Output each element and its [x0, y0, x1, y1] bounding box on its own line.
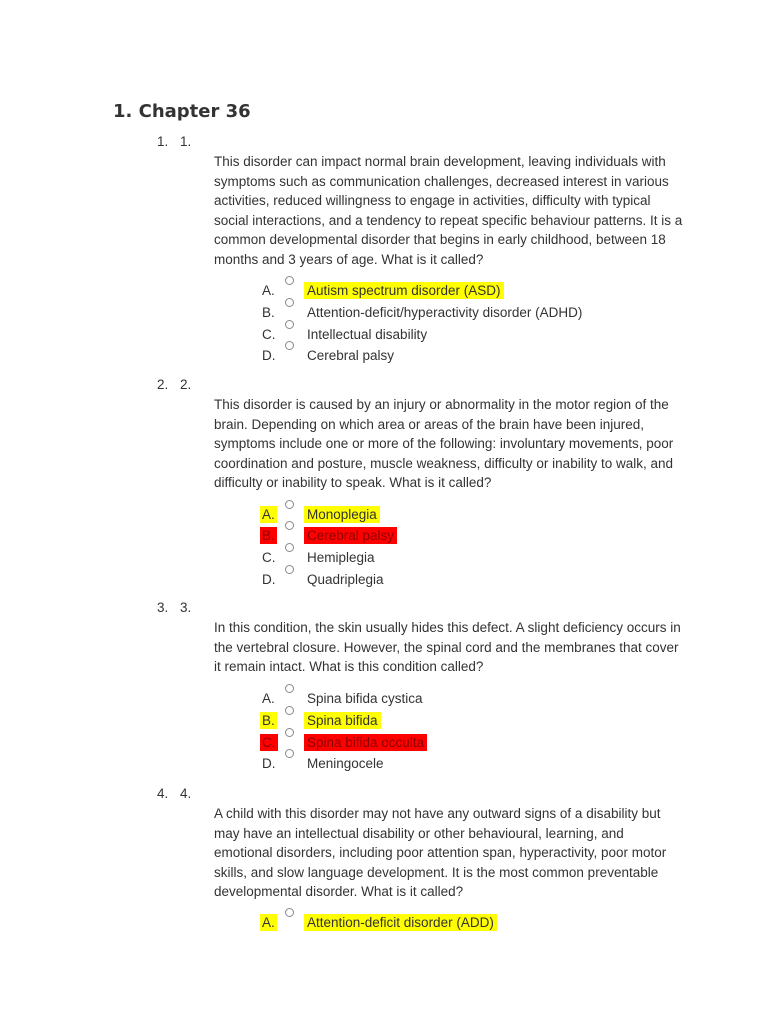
- radio-button[interactable]: [285, 728, 294, 737]
- option-letter: A.: [262, 691, 275, 706]
- radio-button[interactable]: [285, 341, 294, 350]
- option-text: Autism spectrum disorder (ASD): [304, 282, 504, 299]
- option-text: Monoplegia: [304, 506, 380, 523]
- option-text: Spina bifida: [304, 712, 381, 729]
- option-text: Cerebral palsy: [307, 348, 395, 363]
- radio-button[interactable]: [285, 684, 294, 693]
- question-text: This disorder is caused by an injury or abnormality in the motor region of the brain. Depending on which area or areas of the brain have been injured, symptoms include one or more of the following: involuntary movements, poor coordination and posture, muscle weakness, difficulty or inability to walk, and difficulty or inability to speak. What is it called?: [214, 397, 674, 491]
- option-a[interactable]: [258, 914, 708, 934]
- option-letter: A.: [262, 507, 275, 522]
- option-letter: D.: [262, 572, 276, 587]
- option-letter: D.: [262, 756, 276, 771]
- question-sub-number: 3.: [180, 600, 192, 615]
- radio-button[interactable]: [285, 298, 294, 307]
- radio-button[interactable]: [285, 908, 294, 917]
- question-sub-number: 2.: [180, 377, 192, 392]
- option-text: Intellectual disability: [307, 327, 428, 342]
- option-letter: B.: [262, 305, 275, 320]
- question-text: A child with this disorder may not have any outward signs of a disability but may have an intellectual disability or other behavioural, learning, and emotional disorders, including poor attention span, hyperactivity, poor motor skills, and slow language development. It is the most common preventable developmental disorder. What is it called?: [214, 806, 667, 900]
- radio-button[interactable]: [285, 320, 294, 329]
- option-text: Hemiplegia: [307, 550, 375, 565]
- option-text: Quadriplegia: [307, 572, 384, 587]
- option-text: Attention-deficit disorder (ADD): [304, 914, 497, 931]
- question-number: 3.: [157, 600, 169, 615]
- question-number: 1.: [157, 134, 169, 149]
- question-number: 2.: [157, 377, 169, 392]
- option-text: Meningocele: [307, 756, 384, 771]
- option-a[interactable]: [258, 282, 708, 302]
- radio-button[interactable]: [285, 500, 294, 509]
- option-a[interactable]: [258, 506, 708, 526]
- question-text: This disorder can impact normal brain development, leaving individuals with symptoms such as communication challenges, decreased interest in various activities, reduced willingness to engage in activities, difficulty with typical social interactions, and a tendency to repeat specific behaviour patterns. It is a common developmental disorder that begins in early childhood, between 18 months and 3 years of age. What is it called?: [214, 154, 683, 267]
- radio-button[interactable]: [285, 543, 294, 552]
- question-sub-number: 1.: [180, 134, 192, 149]
- option-c[interactable]: [258, 734, 708, 754]
- option-letter: C.: [262, 327, 276, 342]
- option-text: Spina bifida occulta: [304, 734, 427, 751]
- option-letter: D.: [262, 348, 276, 363]
- option-d[interactable]: [258, 347, 708, 367]
- question-number: 4.: [157, 786, 169, 801]
- radio-button[interactable]: [285, 749, 294, 758]
- question-text: In this condition, the skin usually hides this defect. A slight deficiency occurs in the vertebral closure. However, the spinal cord and the membranes that cover it remain intact. What is this condition called?: [214, 620, 681, 675]
- option-d[interactable]: [258, 755, 708, 775]
- option-text: Spina bifida cystica: [307, 691, 423, 706]
- radio-button[interactable]: [285, 565, 294, 574]
- radio-button[interactable]: [285, 521, 294, 530]
- option-letter: B.: [262, 713, 275, 728]
- option-b[interactable]: [258, 712, 708, 732]
- option-letter: A.: [262, 283, 275, 298]
- option-text: Attention-deficit/hyperactivity disorder (ADHD): [307, 305, 583, 320]
- question-sub-number: 4.: [180, 786, 192, 801]
- option-text: Cerebral palsy: [304, 527, 397, 544]
- option-letter: C.: [262, 735, 276, 750]
- option-letter: A.: [262, 915, 275, 930]
- option-a[interactable]: [258, 690, 708, 710]
- option-b[interactable]: [258, 304, 708, 324]
- chapter-title: 1. Chapter 36: [113, 101, 251, 122]
- option-letter: C.: [262, 550, 276, 565]
- option-d[interactable]: [258, 571, 708, 591]
- option-c[interactable]: [258, 326, 708, 346]
- option-letter: B.: [262, 528, 275, 543]
- option-b[interactable]: [258, 527, 708, 547]
- radio-button[interactable]: [285, 276, 294, 285]
- radio-button[interactable]: [285, 706, 294, 715]
- option-c[interactable]: [258, 549, 708, 569]
